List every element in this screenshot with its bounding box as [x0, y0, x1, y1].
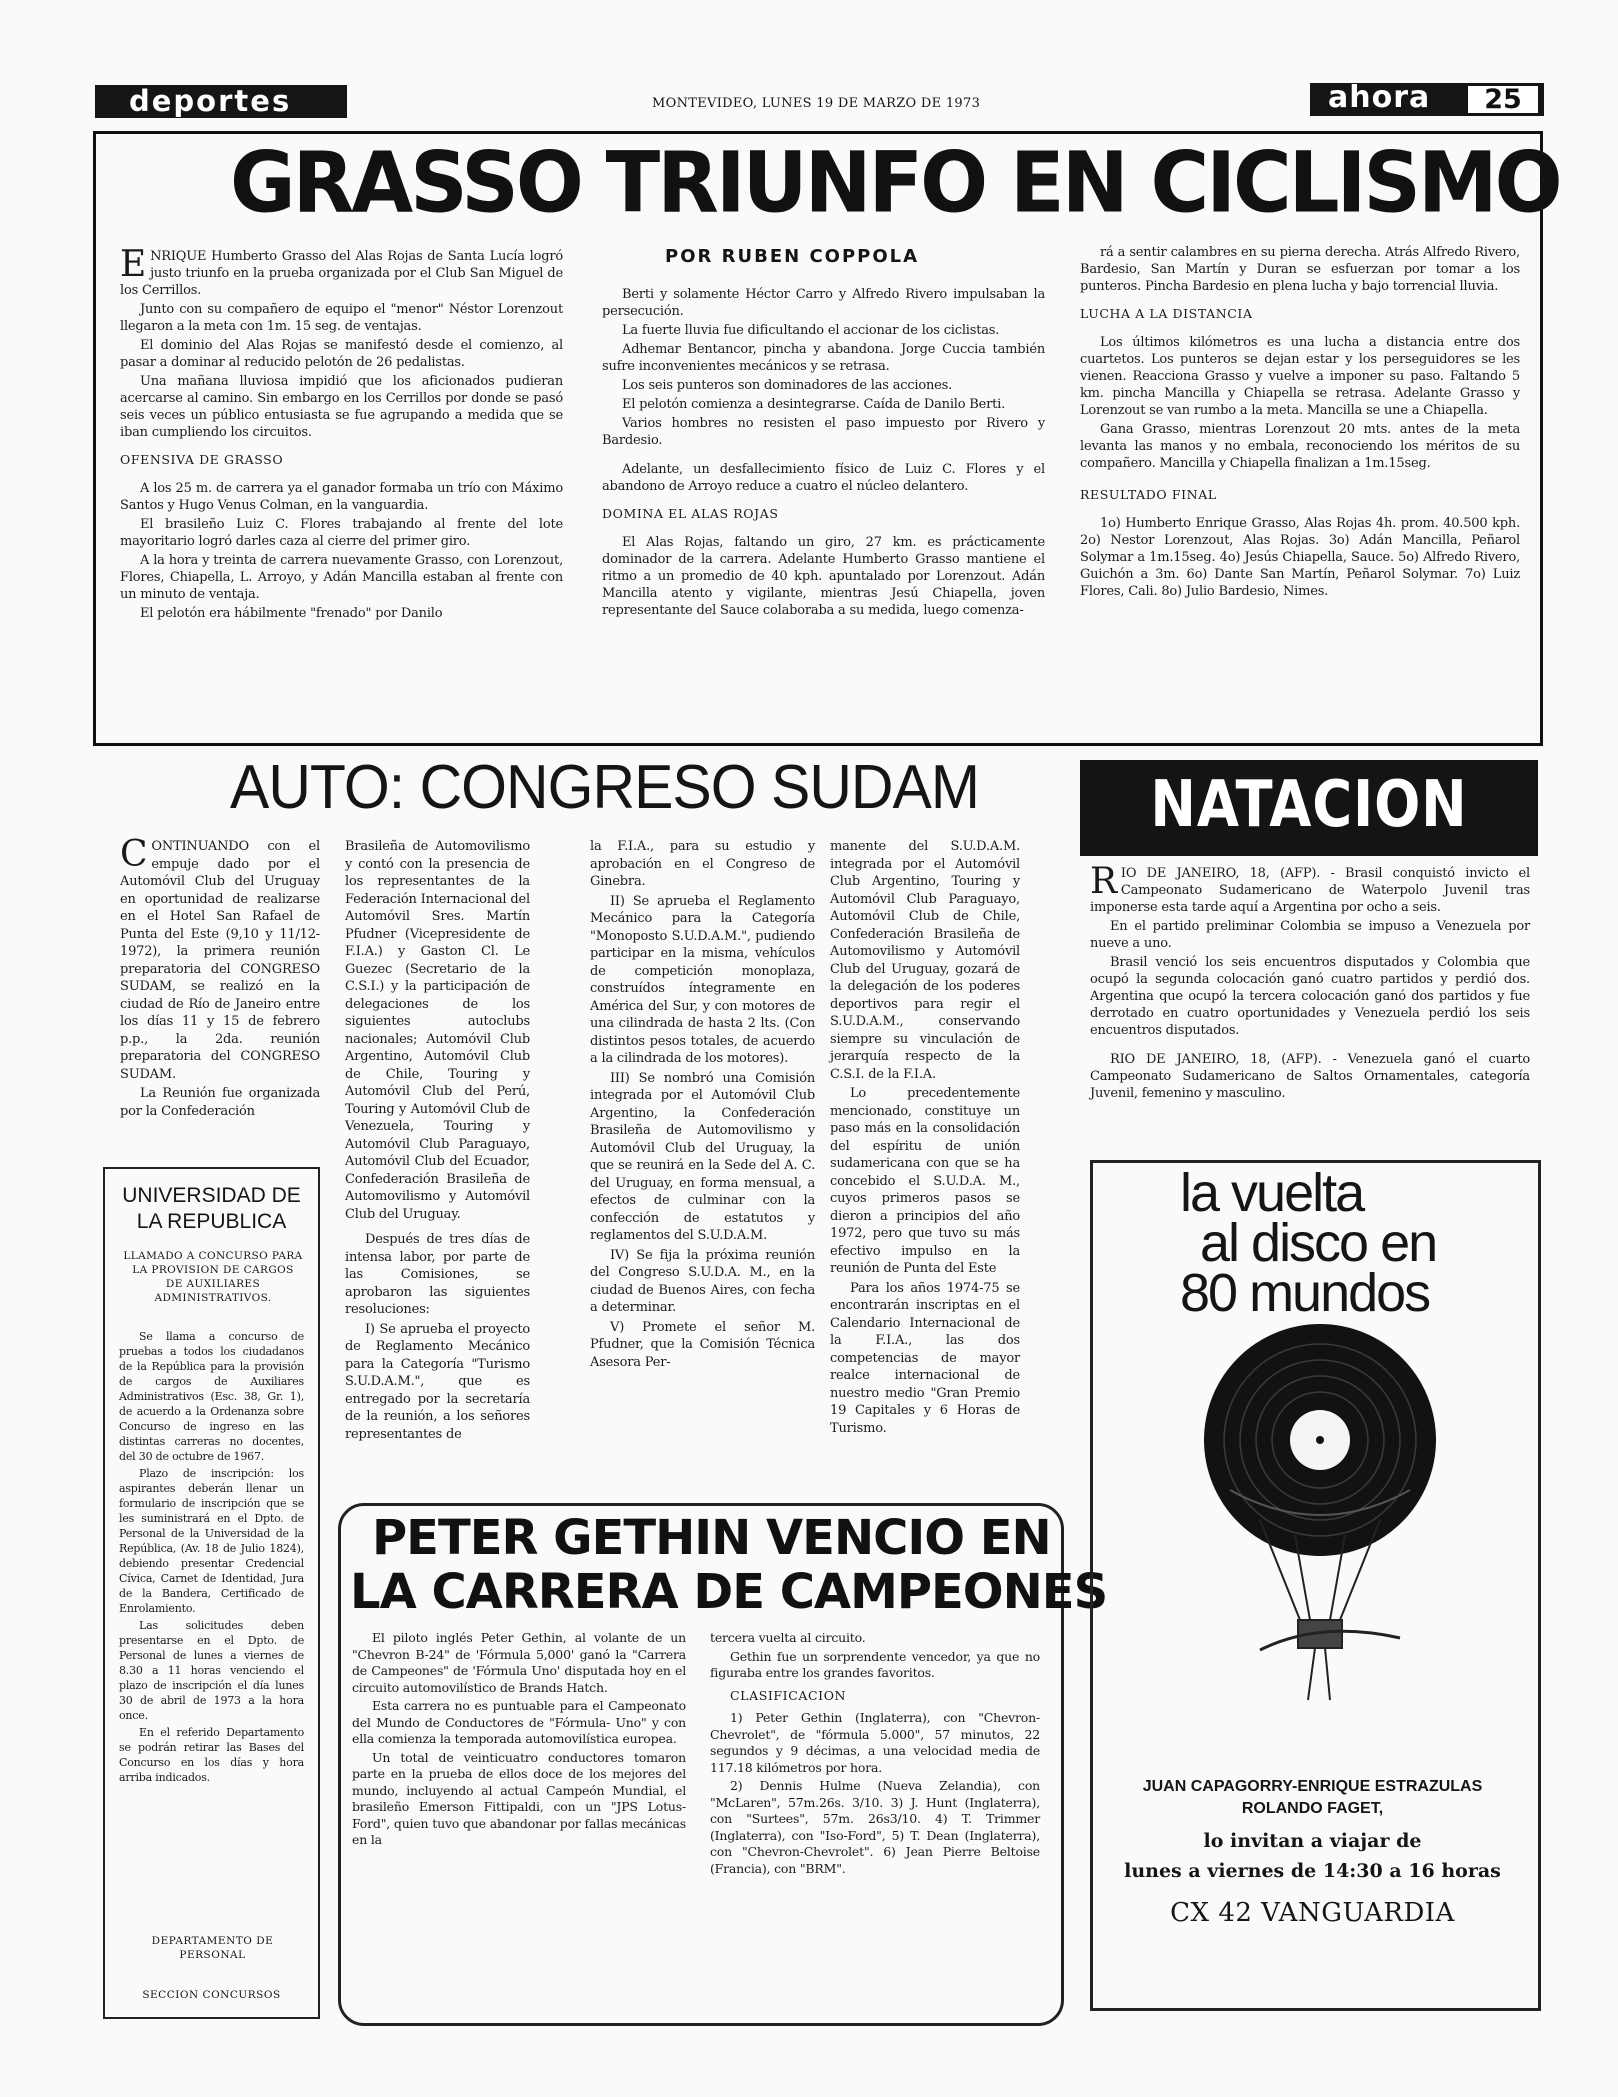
natacion-text: R IO DE JANEIRO, 18, (AFP). - Brasil conquistó invicto el Campeonato Sudamericano de Waterpolo Juvenil tras imponerse esta tarde aquí a Argentina por ocho a seis. En el partido preliminar Colombia se impuso a Venezuela por nueve a uno. Brasil venció los seis encuentros disputados y Colombia que ocupó la segunda colocación ganó cuatro partidos y perdió dos. Argentina que ocupó la tercera colocación ganó dos partidos y fue derrotado en cuatro oportunidades y Venezuela perdió los seis encuentros disputados. RIO DE JANEIRO, 18, (AFP). - Venezuela ganó el cuarto Campeonato Sudamericano de Saltos Ornamentales, categoría Juvenil, femenino y masculino. [1090, 861, 1530, 1101]
dropcap-e: E [120, 244, 147, 285]
auto-column-2: Brasileña de Automovilismo y contó con la presencia de los representantes de la Federación Internacional del Automóvil Sres. Martín Pfudner (Vicepresidente de F.I.A.) y Gaston Cl. Le Guezec (Secretario de la C.S.I.) y la participación de delegaciones de los siguientes autoclubs nacionales; Automóvil Club Argentino, Automóvil Club de Chile, Touring y Automóvil Club del Perú, Touring y Automóvil Club de Venezuela, Touring y Automóvil Club Paraguayo, Automóvil Club del Ecuador, Confederación Brasileña de Automovilismo y Automóvil Club del Uruguay. Después de tres días de intensa labor, por parte de las Comisiones, se aprobaron las siguientes resoluciones: I) Se aprueba el proyecto de Reglamento Mecánico para la Categoría "Turismo S.U.D.A.M.", que es entregado por la secretaría de la reunión, a los señores representantes de [345, 839, 530, 1442]
cycling-byline: POR RUBEN COPPOLA [665, 246, 920, 267]
cycling-column-1: E NRIQUE Humberto Grasso del Alas Rojas de Santa Lucía logró justo triunfo en la prueba organizada por el Club San Miguel de los Cerrillos. Junto con su compañero de equipo el "menor" Néstor Lorenzout llegaron a la meta con 1m. 15 seg. de ventajas. El dominio del Alas Rojas se manifestó desde el comienzo, al pasar a dominar al reducido pelotón de 26 pedalistas. Una mañana lluviosa impidió que los aficionados pudieran acercarse al camino. Sin embargo en los Cerrillos por donde se pasó seis veces un público entusiasta se fue agrupando a medida que se iban cumpliendo los circuitos. OFENSIVA DE GRASSO A los 25 m. de carrera ya el ganador formaba un trío con Máximo Santos y Hugo Venus Colman, en la vanguardia. El brasileño Luiz C. Flores trabajando al frente del lote mayoritario logró darles caza al cierre del primer giro. A la hora y treinta de carrera nuevamente Grasso, con Lorenzout, Flores, Chiapella, L. Arroyo, y Adán Mancilla estaban al frente con un minuto de ventaja. El pelotón era hábilmente "frenado" por Danilo [120, 244, 563, 621]
auto-column-3: la F.I.A., para su estudio y aprobación en el Congreso de Ginebra. II) Se aprueba el Reglamento Mecánico para la Categoría "Monoposto S.U.D.A.M.", pudiendo participar en la misma, vehículos de competición monoplaza, construídos íntegramente en América del Sur, y con motores de una cilindrada de hasta 2 lts. (Con distintos pesos totales, de acuerdo a la cilindrada de los motores). III) Se nombró una Comisión integrada por el Automóvil Club Argentino, la Confederación Brasileña de Automovilismo y Automóvil Club del Uruguay, la que se reunirá en la Sede del A. C. del Uruguay, en forma mensual, a efectos de culminar con la confección de estatutos y reglamentos del S.U.D.A.M. IV) Se fija la próxima reunión del Congreso S.U.D.A. M., en la ciudad de Buenos Aires, con fecha a determinar. V) Promete el señor M. Pfudner, que la Comisión Técnica Asesora Per- [590, 839, 815, 1370]
cycling-column-2: Berti y solamente Héctor Carro y Alfredo Rivero impulsaban la persecución. La fuerte lluvia fue dificultando el accionar de los ciclistas. Adhemar Bentancor, pincha y abandona. Jorge Cuccia también sufre inconvenientes mecánicos y se retrasa. Los seis punteros son dominadores de las acciones. El pelotón comienza a desintegrarse. Caída de Danilo Berti. Varios hombres no resisten el paso impuesto por Rivero y Bardesio. Adelante, un desfallecimiento físico de Luiz C. Flores y el abandono de Arroyo reduce a cuatro el núcleo delantero. DOMINA EL ALAS ROJAS El Alas Rojas, faltando un giro, 27 km. es prácticamente dominador de la carrera. Adelante Humberto Grasso mantiene el ritmo a un promedio de 40 kph. apuntalado por Lorenzout. Adán Mancilla atento y vigilante, mientras Jesú Chiapella, joven representante del Sauce colaboraba a su medida, luego comenza- [602, 287, 1045, 618]
section-label: deportes [129, 84, 292, 118]
ad-station: CX 42 VANGUARDIA [1170, 1898, 1455, 1928]
subhead-domina: DOMINA EL ALAS ROJAS [602, 506, 779, 521]
subhead-ofensiva: OFENSIVA DE GRASSO [120, 452, 284, 467]
masthead-brand-tag [1310, 80, 1544, 116]
page-number: 25 [1468, 86, 1538, 113]
dropcap-c: C [120, 834, 148, 875]
results-list: 1o) Humberto Enrique Grasso, Alas Rojas 4h. prom. 40.500 kph. 2o) Nestor Lorenzout, Alas Rojas. 3o) Adán Mancilla, Peñarol Solymar a 1m.15seg. 4o) Jesús Chiapella, Sauce. 5o) Alfredo Rivero, Guichón a 3m. 6o) Dante San Martín, Peñarol Solymar. 7o) Luiz Flores, Cali. 8o) Julio Bardesio, Nimes. [1080, 516, 1520, 599]
natacion-banner [1080, 760, 1538, 856]
vinyl-record-illustration [1200, 1320, 1440, 1720]
ad-hosts: JUAN CAPAGORRY-ENRIQUE ESTRAZULAS ROLANDO FAGET, [1142, 1778, 1483, 1817]
masthead-section-tag [95, 85, 347, 118]
natacion-headline: NATACION [1150, 768, 1468, 842]
ad-invite: lo invitan a viajar de lunes a viernes de 14:30 a 16 horas [1124, 1830, 1501, 1882]
auto-column-4: manente del S.U.D.A.M. integrada por el Automóvil Club Argentino, Touring y Automóvil Club Paraguayo, Automóvil Club de Chile, Confederación Brasileña de Automovilismo y Automóvil Club del Uruguay, gozará de la delegación de los poderes deportivos para regir el S.U.D.A.M., conservando siempre su vinculación de jerarquía respecto de la C.S.I. de la F.I.A. Lo precedentemente mencionado, constituye un paso más en la consolidación del espíritu de unión sudamericana con que se ha concebido el S.U.D.A. M., cuyos primeros pasos se dieron a principios del año 1972, pero que tuvo su más efectivo impulso en la reunión de Punta del Este Para los años 1974-75 se encontrarán inscriptas en el Calendario Internacional de la F.I.A., las dos competencias de mayor realce internacional de nuestro medio "Gran Premio 19 Capitales y 6 Horas de Turismo. [830, 839, 1020, 1436]
cycling-headline: GRASSO TRIUNFO EN CICLISMO [230, 133, 1560, 232]
auto-headline: AUTO: CONGRESO SUDAM [230, 753, 979, 822]
subhead-lucha: LUCHA A LA DISTANCIA [1080, 306, 1253, 321]
universidad-notice [103, 1167, 320, 2019]
ad-title: la vuelta al disco en 80 mundos [1180, 1163, 1437, 1323]
universidad-title: UNIVERSIDAD DE LA REPUBLICA [122, 1184, 301, 1233]
gethin-headline-2: LA CARRERA DE CAMPEONES [350, 1564, 1108, 1620]
gethin-column-2: tercera vuelta al circuito. Gethin fue un sorprendente vencedor, ya que no figuraba entre los grandes favoritos. CLASIFICACION 1) Peter Gethin (Inglaterra), con "Chevron-Chevrolet", de "fórmula 5.000", 57 minutos, 22 segundos y 9 décimas, a una velocidad media de 117.18 kilómetros por hora. 2) Dennis Hulme (Nueva Zelandia), con "McLaren", 57m.26s. 3/10. 3) J. Hunt (Inglaterra), con "Surtees", 57m. 26s3/10. 4) T. Trimmer (Inglaterra), con "Iso-Ford", 5) T. Dean (Inglaterra), con "Chevron-Chevrolet". 6) Jean Pierre Beltoise (Francia), con "BRM". [710, 1630, 1040, 1876]
cycling-column-3: rá a sentir calambres en su pierna derecha. Atrás Alfredo Rivero, Bardesio, San Martín y Duran se esfuerzan por tomar a los punteros. Pincha Bardesio en plena lucha y bajo torrencial lluvia. LUCHA A LA DISTANCIA Los últimos kilómetros es una lucha a distancia entre dos cuartetos. Los punteros se dejan estar y los perseguidores se les vienen. Reacciona Grasso y vuelve a imponer su paso. Faltando 5 km. pincha Mancilla y Chiapella se retrasa. Adelante Grasso y Lorenzout se van rumbo a la meta. Mancilla se une a Chiapella. Gana Grasso, mientras Lorenzout 20 mts. antes de la meta levanta las manos y no embala, reconociendo los méritos de su compañero. Mancilla y Chiapella finalizan a 1m.15seg. RESULTADO FINAL 1o) Humberto Enrique Grasso, Alas Rojas 4h. prom. 40.500 kph. 2o) Nestor Lorenzout, Alas Rojas. 3o) Adán Mancilla, Peñarol Solymar a 1m.15seg. 4o) Jesús Chiapella, Sauce. 5o) Alfredo Rivero, Guichón a 3m. 6o) Dante San Martín, Peñarol Solymar. 7o) Luiz Flores, Cali. 8o) Julio Bardesio, Nimes. [1080, 245, 1520, 599]
auto-column-1: C ONTINUANDO con el empuje dado por el Automóvil Club del Uruguay en oportunidad de realizarse en el Hotel San Rafael de Punta del Este (9,10 y 11/12-1972), la primera reunión preparatoria del CONGRESO SUDAM, se realizó en la ciudad de Río de Janeiro entre los días 11 y 15 de febrero p.p., la 2da. reunión preparatoria del CONGRESO SUDAM. La Reunión fue organizada por la Confederación [120, 834, 320, 1119]
subhead-clasificacion: CLASIFICACION [730, 1687, 847, 1703]
gethin-headline-1: PETER GETHIN VENCIO EN [372, 1510, 1051, 1566]
universidad-body: Se llama a concurso de pruebas a todos los ciudadanos de la República para la provisión de cargos de Auxiliares Administrativos (Esc. 38, Gr. 1), de acuerdo a la Ordenanza sobre Concurso de ingreso en las distintas carreras no docentes, del 30 de octubre de 1967. Plazo de inscripción: los aspirantes deberán llenar un formulario de inscripción que se les suministrará en el Dpto. de Personal de la Universidad de la República, (Av. 18 de Julio 1824), debiendo presentar Credencial Cívica, Carnet de Identidad, Jura de la Bandera, Certificado de Enrolamiento. Las solicitudes deben presentarse en el Dpto. de Personal de lunes a viernes de 8.30 a 11 horas venciendo el plazo de inscripción el día lunes 30 de abril de 1973 a la hora once. En el referido Departamento se podrán retirar las Bases del Concurso en los días y hora arriba indicados. [119, 1330, 304, 1784]
subhead-resultado: RESULTADO FINAL [1080, 487, 1217, 502]
universidad-dept: DEPARTAMENTO DE PERSONAL [151, 1935, 274, 1961]
dateline: MONTEVIDEO, LUNES 19 DE MARZO DE 1973 [652, 96, 981, 111]
universidad-call: LLAMADO A CONCURSO PARA LA PROVISION DE CARGOS DE AUXILIARES ADMINISTRATIVOS. [123, 1250, 303, 1304]
universidad-section: SECCION CONCURSOS [142, 1989, 281, 2001]
brand-label: ahora [1328, 80, 1431, 115]
dropcap-r: R [1090, 861, 1117, 902]
gethin-column-1: El piloto inglés Peter Gethin, al volante de un "Chevron B-24" de 'Fórmula 5,000' ganó la "Carrera de Campeones" de 'Fórmula Uno' disputada hoy en el circuito automovilístico de Brands Hatch. Esta carrera no es puntuable para el Campeonato del Mundo de Conductores de "Fórmula- Uno" y con ella comienza la temporada automovilística europea. Un total de veinticuatro conductores tomaron parte en la prueba de ellos doce de los mejores del mundo, incluyendo al actual Campeón Mundial, el brasileño Emerson Fittipaldi, con un "JPS Lotus- Ford", quien tuvo que abandonar por fallas mecánicas en la [352, 1630, 686, 1847]
